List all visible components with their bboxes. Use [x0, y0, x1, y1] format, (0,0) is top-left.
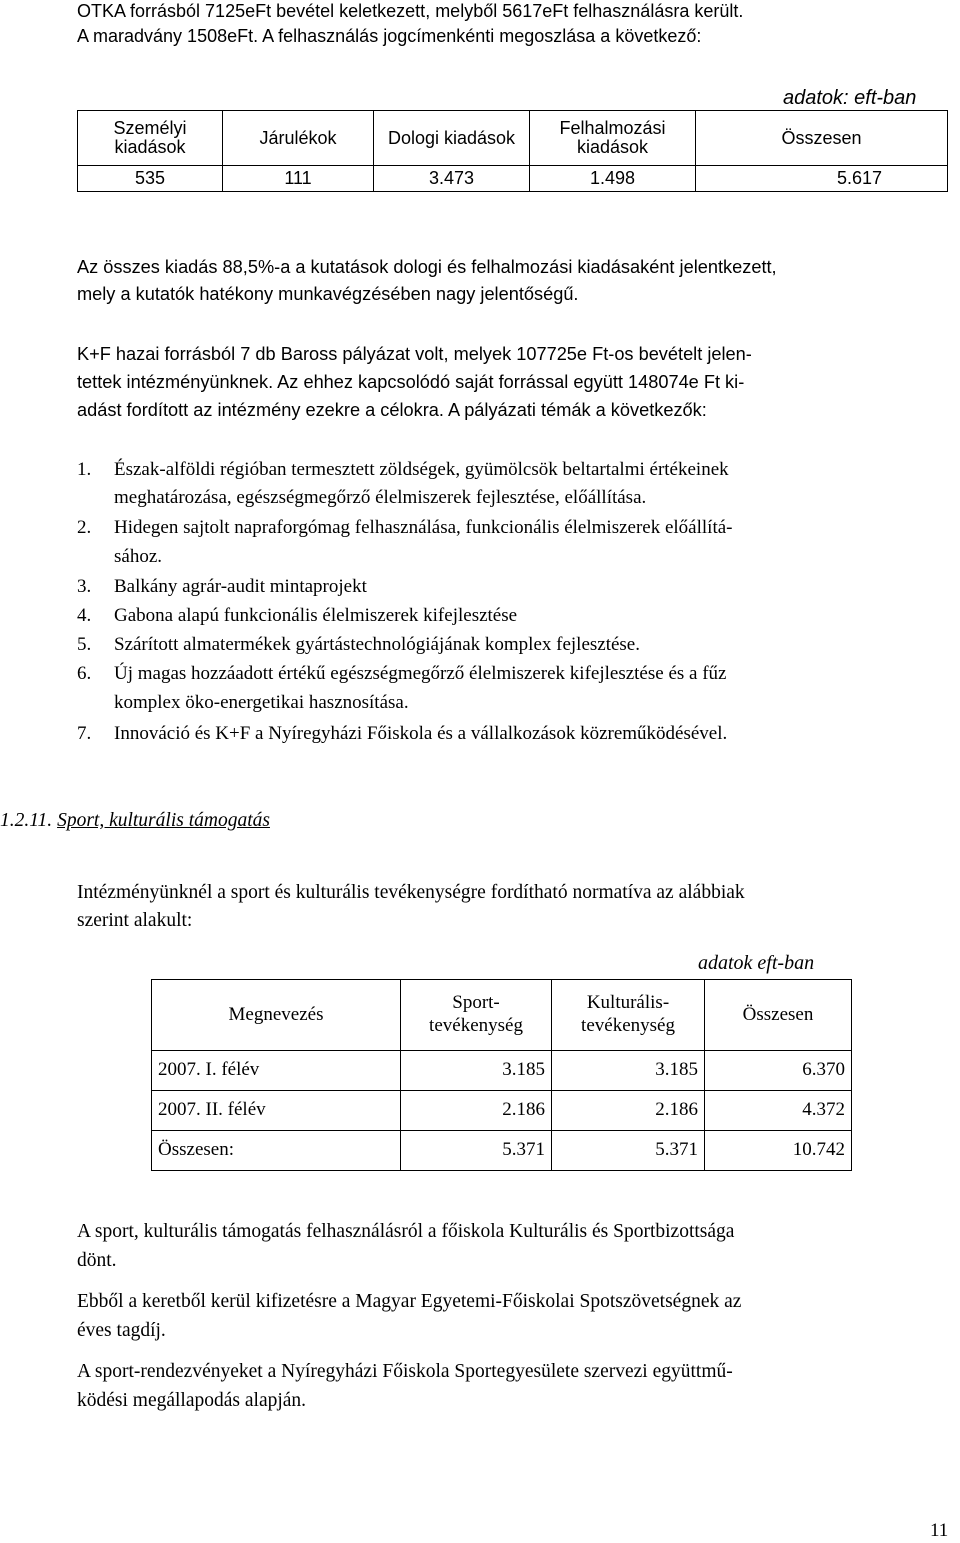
t2-row2-sport: 2.186 — [401, 1091, 552, 1131]
table2-header-row — [152, 980, 852, 1051]
header-accumulation — [530, 111, 696, 166]
header-contributions: Járulékok — [223, 111, 374, 166]
para3-line-1: Intézményünknél a sport és kulturális tevékenységre fordítható normatíva az alábbiak — [77, 882, 745, 903]
value-accumulation: 1.498 — [530, 166, 696, 192]
intro-line-2: A maradvány 1508eFt. A felhasználás jogcímenkénti megoszlása a következő: — [77, 26, 702, 46]
topic-7-number: 7. — [77, 723, 92, 744]
topic-3-line-1: Balkány agrár-audit mintaprojekt — [114, 576, 367, 597]
t2-row3-label: Összesen: — [152, 1131, 401, 1171]
t2-row3-culture: 5.371 — [552, 1131, 705, 1171]
t2-row1-culture: 3.185 — [552, 1051, 705, 1091]
t2-header-sport — [401, 980, 552, 1051]
table-row — [152, 1051, 852, 1091]
topic-6-number: 6. — [77, 663, 92, 684]
header-accumulation-line1: Felhalmozási — [559, 118, 666, 139]
para6-line-2: ködési megállapodás alapján. — [77, 1390, 307, 1411]
topic-1-number: 1. — [77, 459, 92, 480]
section-heading — [0, 811, 270, 831]
topic-2-line-2: sához. — [114, 546, 163, 567]
table1-header-row — [78, 111, 948, 166]
table2-unit-note: adatok eft-ban — [698, 952, 815, 974]
section-number: 1.2.11. — [0, 810, 53, 831]
header-material: Dologi kiadások — [374, 111, 530, 166]
topic-1-line-1: Észak-alföldi régióban termesztett zöldségek, gyümölcsök beltartalmi értékeinek — [114, 459, 729, 480]
t2-row3-total: 10.742 — [705, 1131, 852, 1171]
t2-header-name: Megnevezés — [152, 980, 401, 1051]
table1-unit-note: adatok: eft-ban — [783, 87, 917, 109]
t2-row3-sport: 5.371 — [401, 1131, 552, 1171]
value-contributions: 111 — [223, 166, 374, 192]
t2-row2-label: 2007. II. félév — [152, 1091, 401, 1131]
topic-4-line-1: Gabona alapú funkcionális élelmiszerek kifejlesztése — [114, 605, 518, 626]
para2-line-3: adást fordított az intézmény ezekre a célokra. A pályázati témák a következők: — [77, 400, 707, 420]
para1-line-1: Az összes kiadás 88,5%-a a kutatások dologi és felhalmozási kiadásaként jelentkezett, — [77, 257, 777, 277]
sport-culture-table — [151, 979, 852, 1171]
table-row — [152, 1131, 852, 1171]
para6-line-1: A sport-rendezvényeket a Nyíregyházi Főiskola Sportegyesülete szervezi együttmű- — [77, 1361, 733, 1382]
para5-line-1: Ebből a keretből kerül kifizetésre a Magyar Egyetemi-Főiskolai Spotszövetségnek az — [77, 1291, 742, 1312]
topic-7-line-1: Innováció és K+F a Nyíregyházi Főiskola és a vállalkozások közreműködésével. — [114, 723, 728, 744]
topic-5-line-1: Szárított almatermékek gyártástechnológiájának komplex fejlesztése. — [114, 634, 640, 655]
topic-1-line-2: meghatározása, egészségmegőrző élelmiszerek fejlesztése, előállítása. — [114, 487, 647, 508]
topic-5-number: 5. — [77, 634, 92, 655]
topic-2-number: 2. — [77, 517, 92, 538]
t2-row1-label: 2007. I. félév — [152, 1051, 401, 1091]
value-personal: 535 — [78, 166, 223, 192]
header-personal — [78, 111, 223, 166]
topic-2-line-1: Hidegen sajtolt napraforgómag felhasználása, funkcionális élelmiszerek előállítá- — [114, 517, 733, 538]
para5-line-2: éves tagdíj. — [77, 1320, 166, 1341]
header-total: Összesen — [696, 111, 948, 166]
page-number: 11 — [930, 1520, 949, 1541]
table-row — [152, 1091, 852, 1131]
t2-header-culture — [552, 980, 705, 1051]
t2-row2-total: 4.372 — [705, 1091, 852, 1131]
topic-6-line-1: Új magas hozzáadott értékű egészségmegőrző élelmiszerek kifejlesztése és a fűz — [114, 663, 727, 684]
value-total: 5.617 — [696, 166, 948, 192]
t2-row2-culture: 2.186 — [552, 1091, 705, 1131]
para4-line-2: dönt. — [77, 1250, 117, 1271]
t2-row1-sport: 3.185 — [401, 1051, 552, 1091]
t2-header-total: Összesen — [705, 980, 852, 1051]
t2-header-sport-line1: Sport- — [452, 992, 500, 1014]
topic-4-number: 4. — [77, 605, 92, 626]
t2-header-culture-line2: tevékenység — [581, 1015, 675, 1036]
header-accumulation-line2: kiadások — [576, 137, 649, 157]
para4-line-1: A sport, kulturális támogatás felhasználásról a főiskola Kulturális és Sportbizottsága — [77, 1221, 735, 1242]
header-personal-line1: Személyi — [113, 118, 187, 139]
para3-line-2: szerint alakult: — [77, 910, 193, 931]
para2-line-2: tettek intézményünknek. Az ehhez kapcsolódó saját forrással együtt 148074e Ft ki- — [77, 372, 745, 392]
topic-6-line-2: komplex öko-energetikai hasznosítása. — [114, 692, 409, 713]
expenditure-table — [77, 110, 948, 192]
para1-line-2: mely a kutatók hatékony munkavégzésében nagy jelentőségű. — [77, 284, 579, 304]
table1-value-row — [78, 166, 948, 192]
t2-header-culture-line1: Kulturális- — [586, 992, 670, 1014]
section-title: Sport, kulturális támogatás — [57, 810, 270, 831]
header-personal-line2: kiadások — [114, 137, 186, 157]
topic-3-number: 3. — [77, 576, 92, 597]
para2-line-1: K+F hazai forrásból 7 db Baross pályázat volt, melyek 107725e Ft-os bevételt jelen- — [77, 344, 752, 364]
intro-line-1: OTKA forrásból 7125eFt bevétel keletkezett, melyből 5617eFt felhasználásra került. — [77, 1, 744, 21]
value-material: 3.473 — [374, 166, 530, 192]
t2-row1-total: 6.370 — [705, 1051, 852, 1091]
t2-header-sport-line2: tevékenység — [429, 1015, 523, 1036]
